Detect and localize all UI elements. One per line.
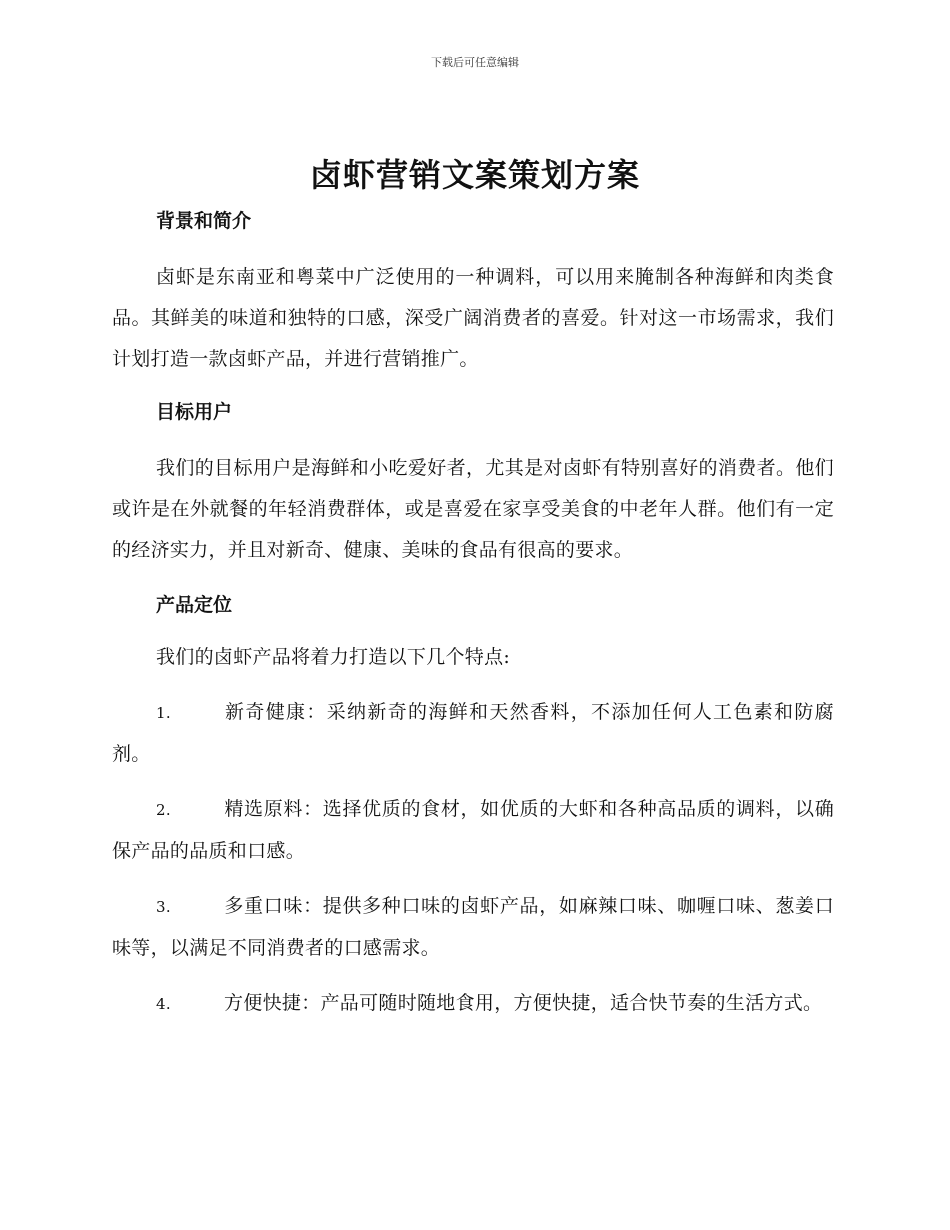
header-note: 下载后可任意编辑 <box>431 56 519 69</box>
list-item <box>112 983 834 1025</box>
list-text: 方便快捷：产品可随时随地食用，方便快捷，适合快节奏的生活方式。 <box>224 992 823 1014</box>
paragraph: 我们的卤虾产品将着力打造以下几个特点: <box>156 646 511 668</box>
list-item <box>112 886 834 969</box>
section-background <box>112 203 834 380</box>
document-body <box>112 203 834 1025</box>
document-title: 卤虾营销文案策划方案 <box>309 156 640 194</box>
section-heading: 产品定位 <box>156 594 233 616</box>
list-text: 新奇健康：采纳新奇的海鲜和天然香料，不添加任何人工色素和防腐剂。 <box>112 701 834 765</box>
list-number: 3. <box>156 898 171 916</box>
list-number: 2. <box>156 801 171 819</box>
section-heading: 背景和简介 <box>156 210 252 232</box>
section-heading: 目标用户 <box>156 401 233 423</box>
list-item <box>112 692 834 775</box>
list-number: 1. <box>156 704 171 722</box>
section-positioning <box>112 587 834 1025</box>
list-item <box>112 789 834 872</box>
paragraph: 我们的目标用户是海鲜和小吃爱好者，尤其是对卤虾有特别喜好的消费者。他们或许是在外就餐的年轻消费群体，或是喜爱在家享受美食的中老年人群。他们有一定的经济实力，并且对新奇、健康、美味的食品有很高的要求。 <box>112 457 834 561</box>
list-number: 4. <box>156 995 171 1013</box>
paragraph: 卤虾是东南亚和粤菜中广泛使用的一种调料，可以用来腌制各种海鲜和肉类食品。其鲜美的味道和独特的口感，深受广阔消费者的喜爱。针对这一市场需求，我们计划打造一款卤虾产品，并进行营销推广。 <box>112 266 834 370</box>
section-target-users <box>112 394 834 571</box>
list-text: 精选原料：选择优质的食材，如优质的大虾和各种高品质的调料，以确保产品的品质和口感。 <box>112 798 834 862</box>
list-text: 多重口味：提供多种口味的卤虾产品，如麻辣口味、咖喱口味、葱姜口味等，以满足不同消费者的口感需求。 <box>112 895 834 959</box>
